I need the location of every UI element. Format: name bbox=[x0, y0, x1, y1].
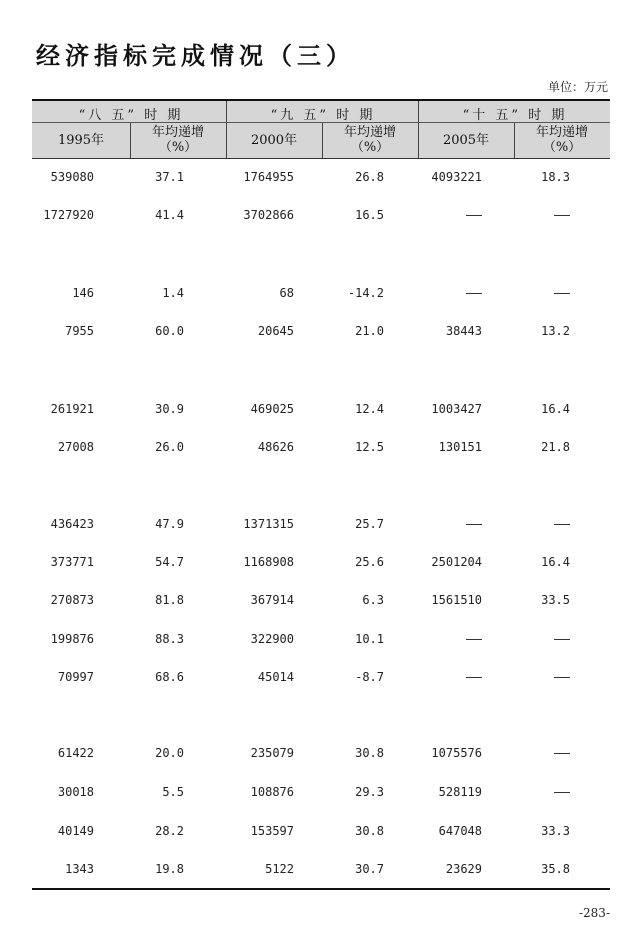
table-header-bottom-rule bbox=[32, 158, 610, 159]
table-cell: 12.5 bbox=[355, 440, 384, 454]
table-cell bbox=[392, 286, 482, 300]
table-cell bbox=[392, 208, 482, 222]
table-cell: 1168908 bbox=[243, 555, 294, 569]
table-cell: 27008 bbox=[57, 440, 94, 454]
table-cell: 68 bbox=[279, 286, 294, 300]
col-header-1995: 1995年 bbox=[57, 133, 105, 148]
table-cell: 23629 bbox=[445, 862, 482, 876]
col-header-2005: 2005年 bbox=[442, 133, 490, 148]
table-cell: 1343 bbox=[65, 862, 94, 876]
table-cell: 436423 bbox=[50, 517, 94, 531]
table-cell: 26.8 bbox=[355, 170, 384, 184]
table-cell: 48626 bbox=[257, 440, 294, 454]
table-cell: 469025 bbox=[250, 402, 294, 416]
table-cell: 261921 bbox=[50, 402, 94, 416]
table-cell: 5122 bbox=[265, 862, 294, 876]
dash-mark bbox=[554, 293, 570, 294]
page-number: -283- bbox=[578, 906, 610, 920]
table-cell: 30.9 bbox=[155, 402, 184, 416]
table-cell bbox=[480, 286, 570, 300]
table-cell: 13.2 bbox=[541, 324, 570, 338]
table-cell: 68.6 bbox=[155, 670, 184, 684]
table-cell bbox=[392, 670, 482, 684]
table-cell: 30018 bbox=[57, 785, 94, 799]
table-cell: 373771 bbox=[50, 555, 94, 569]
table-cell: 21.8 bbox=[541, 440, 570, 454]
table-cell: 45014 bbox=[257, 670, 294, 684]
table-cell: 235079 bbox=[250, 746, 294, 760]
table-cell: 28.2 bbox=[155, 824, 184, 838]
table-cell: 38443 bbox=[445, 324, 482, 338]
table-cell bbox=[480, 746, 570, 760]
table-cell: 26.0 bbox=[155, 440, 184, 454]
table-bottom-rule bbox=[32, 888, 610, 890]
table-cell: 20.0 bbox=[155, 746, 184, 760]
table-cell: 30.8 bbox=[355, 824, 384, 838]
table-cell: 25.6 bbox=[355, 555, 384, 569]
table-cell: 322900 bbox=[250, 632, 294, 646]
table-cell bbox=[480, 785, 570, 799]
table-cell: 199876 bbox=[50, 632, 94, 646]
table-cell bbox=[480, 208, 570, 222]
dash-mark bbox=[554, 524, 570, 525]
dash-mark bbox=[554, 753, 570, 754]
table-cell bbox=[480, 517, 570, 531]
table-cell bbox=[392, 632, 482, 646]
table-cell: 29.3 bbox=[355, 785, 384, 799]
table-cell: 40149 bbox=[57, 824, 94, 838]
table-cell: 12.4 bbox=[355, 402, 384, 416]
table-top-rule bbox=[32, 99, 610, 101]
unit-label: 单位：万元 bbox=[547, 80, 608, 94]
table-cell bbox=[480, 670, 570, 684]
table-cell: 1561510 bbox=[431, 593, 482, 607]
table-cell: 41.4 bbox=[155, 208, 184, 222]
table-cell: 539080 bbox=[50, 170, 94, 184]
dash-mark bbox=[554, 792, 570, 793]
table-cell: 4093221 bbox=[431, 170, 482, 184]
dash-mark bbox=[554, 677, 570, 678]
table-cell: 30.7 bbox=[355, 862, 384, 876]
table-cell: 88.3 bbox=[155, 632, 184, 646]
table-cell: 1764955 bbox=[243, 170, 294, 184]
table-cell: 1003427 bbox=[431, 402, 482, 416]
table-cell: 108876 bbox=[250, 785, 294, 799]
table-cell: 60.0 bbox=[155, 324, 184, 338]
table-cell: 16.4 bbox=[541, 402, 570, 416]
table-cell: 19.8 bbox=[155, 862, 184, 876]
table-cell: 21.0 bbox=[355, 324, 384, 338]
table-cell: 1.4 bbox=[162, 286, 184, 300]
dash-mark bbox=[554, 639, 570, 640]
table-cell: 1727920 bbox=[43, 208, 94, 222]
table-cell: 7955 bbox=[65, 324, 94, 338]
table-cell bbox=[392, 517, 482, 531]
table-cell: 30.8 bbox=[355, 746, 384, 760]
table-cell: 25.7 bbox=[355, 517, 384, 531]
table-cell: 153597 bbox=[250, 824, 294, 838]
table-cell: 16.4 bbox=[541, 555, 570, 569]
table-cell: 528119 bbox=[438, 785, 482, 799]
period-header-10th-fyp: “十 五” 时 期 bbox=[462, 108, 568, 123]
table-cell: 18.3 bbox=[541, 170, 570, 184]
table-cell: 33.5 bbox=[541, 593, 570, 607]
table-cell bbox=[480, 632, 570, 646]
col-header-growth: 年均递增 （%） bbox=[535, 125, 588, 155]
table-cell: 1371315 bbox=[243, 517, 294, 531]
table-cell: 16.5 bbox=[355, 208, 384, 222]
col-header-growth: 年均递增 （%） bbox=[343, 125, 396, 155]
table-cell: 2501204 bbox=[431, 555, 482, 569]
table-cell: -8.7 bbox=[355, 670, 384, 684]
table-cell: 130151 bbox=[438, 440, 482, 454]
col-header-growth: 年均递增 （%） bbox=[151, 125, 204, 155]
period-header-8th-fyp: “八 五” 时 期 bbox=[78, 108, 184, 123]
table-cell: 1075576 bbox=[431, 746, 482, 760]
table-cell: 20645 bbox=[257, 324, 294, 338]
header-divider bbox=[226, 101, 227, 158]
table-cell: 54.7 bbox=[155, 555, 184, 569]
table-cell: 35.8 bbox=[541, 862, 570, 876]
table-cell: 270873 bbox=[50, 593, 94, 607]
table-cell: 146 bbox=[72, 286, 94, 300]
table-cell: 81.8 bbox=[155, 593, 184, 607]
table-cell: 47.9 bbox=[155, 517, 184, 531]
table-cell: -14.2 bbox=[347, 286, 384, 300]
table-cell: 367914 bbox=[250, 593, 294, 607]
dash-mark bbox=[554, 215, 570, 216]
table-cell: 647048 bbox=[438, 824, 482, 838]
col-header-2000: 2000年 bbox=[250, 133, 298, 148]
table-cell: 37.1 bbox=[155, 170, 184, 184]
table-cell: 3702866 bbox=[243, 208, 294, 222]
header-divider bbox=[418, 101, 419, 158]
table-cell: 61422 bbox=[57, 746, 94, 760]
table-cell: 10.1 bbox=[355, 632, 384, 646]
table-cell: 5.5 bbox=[162, 785, 184, 799]
table-cell: 33.3 bbox=[541, 824, 570, 838]
table-cell: 70997 bbox=[57, 670, 94, 684]
table-cell: 6.3 bbox=[362, 593, 384, 607]
period-header-9th-fyp: “九 五” 时 期 bbox=[270, 108, 376, 123]
page-title: 经济指标完成情况（三） bbox=[36, 41, 355, 70]
